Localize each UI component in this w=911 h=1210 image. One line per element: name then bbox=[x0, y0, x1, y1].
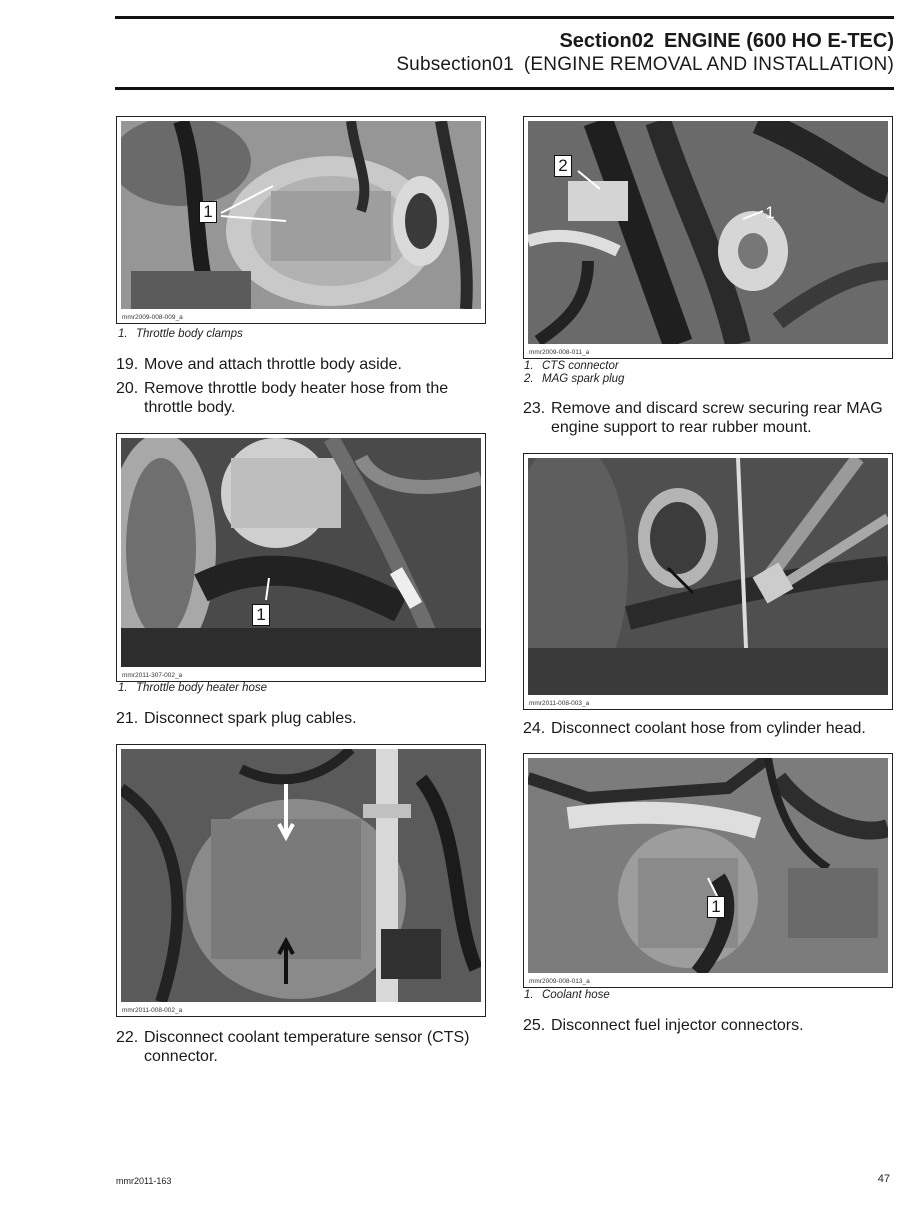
photo-coolant-hose bbox=[528, 758, 888, 973]
step-item bbox=[116, 1028, 486, 1066]
figure-caption bbox=[524, 989, 610, 1001]
step-text: Disconnect coolant hose from cylinder head. bbox=[551, 720, 866, 737]
subsection-label: Subsection bbox=[396, 54, 493, 75]
photo-engine-support bbox=[528, 458, 888, 695]
step-text: Disconnect coolant temperature sensor (CTS) connector. bbox=[144, 1029, 470, 1065]
step-text: Remove throttle body heater hose from the throttle body. bbox=[144, 380, 449, 416]
step-text: Disconnect spark plug cables. bbox=[144, 710, 357, 727]
step-number: 21. bbox=[116, 710, 139, 727]
figure-caption bbox=[524, 360, 619, 372]
step-item bbox=[523, 719, 895, 738]
step-text: Disconnect fuel injector connectors. bbox=[551, 1017, 804, 1034]
step-item bbox=[116, 709, 486, 728]
figure-code: mmr2009-008-013_a bbox=[529, 978, 590, 985]
section-label: Section bbox=[559, 30, 632, 52]
header-top-rule bbox=[115, 16, 894, 19]
figure-code: mmr2009-008-011_a bbox=[529, 349, 590, 356]
photo-heater-hose bbox=[121, 438, 481, 667]
caption-text: Throttle body heater hose bbox=[136, 682, 268, 694]
page-number: 47 bbox=[877, 1173, 890, 1185]
callout-1: 1 bbox=[199, 201, 217, 223]
step-number: 25. bbox=[523, 1017, 546, 1034]
figure-caption bbox=[524, 373, 624, 385]
figure-caption bbox=[118, 682, 267, 694]
caption-text: CTS connector bbox=[542, 360, 619, 372]
caption-text: Coolant hose bbox=[542, 989, 610, 1001]
step-item bbox=[523, 1016, 895, 1035]
figure-code: mmr2011-307-002_a bbox=[122, 672, 183, 679]
step-number: 19. bbox=[116, 356, 139, 373]
callout-1: 1 bbox=[252, 604, 270, 626]
figure-spark-plug-cables bbox=[116, 744, 486, 1017]
section-heading bbox=[559, 30, 894, 53]
step-number: 20. bbox=[116, 380, 139, 397]
header-bottom-rule bbox=[115, 87, 894, 90]
figure-code: mmr2009-008-009_a bbox=[122, 314, 183, 321]
step-number: 24. bbox=[523, 720, 546, 737]
photo-spark-plug-cables bbox=[121, 749, 481, 1002]
subsection-title: (ENGINE REMOVAL AND INSTALLATION) bbox=[523, 54, 894, 75]
subsection-number: 01 bbox=[492, 54, 514, 75]
figure-coolant-hose bbox=[523, 753, 893, 988]
photo-throttle-body bbox=[121, 121, 481, 309]
step-text: Move and attach throttle body aside. bbox=[144, 356, 402, 373]
caption-number: 2. bbox=[524, 373, 534, 385]
section-number: 02 bbox=[631, 30, 654, 52]
caption-number: 1. bbox=[524, 360, 534, 372]
callout-1: 1 bbox=[707, 896, 725, 918]
step-item bbox=[116, 355, 486, 374]
caption-number: 1. bbox=[524, 989, 534, 1001]
callout-1: 1 bbox=[765, 203, 775, 222]
figure-caption bbox=[118, 328, 243, 340]
figure-throttle-body-heater-hose bbox=[116, 433, 486, 682]
figure-throttle-body-clamps bbox=[116, 116, 486, 324]
step-item bbox=[116, 379, 486, 417]
step-number: 23. bbox=[523, 400, 546, 417]
caption-number: 1. bbox=[118, 328, 128, 340]
caption-number: 1. bbox=[118, 682, 128, 694]
document-code: mmr2011-163 bbox=[116, 1176, 172, 1186]
figure-code: mmr2011-008-003_a bbox=[529, 700, 590, 707]
figure-cts-connector bbox=[523, 116, 893, 359]
figure-code: mmr2011-008-002_a bbox=[122, 1007, 183, 1014]
step-item bbox=[523, 399, 895, 437]
caption-text: MAG spark plug bbox=[542, 373, 625, 385]
subsection-heading bbox=[396, 54, 894, 76]
caption-text: Throttle body clamps bbox=[136, 328, 243, 340]
step-text: Remove and discard screw securing rear MAG engine support to rear rubber mount. bbox=[551, 400, 883, 436]
step-number: 22. bbox=[116, 1029, 139, 1046]
callout-2: 2 bbox=[554, 155, 572, 177]
figure-rear-mag-engine-support bbox=[523, 453, 893, 710]
photo-cts-connector bbox=[528, 121, 888, 344]
section-title: ENGINE (600 HO E-TEC) bbox=[663, 30, 894, 52]
